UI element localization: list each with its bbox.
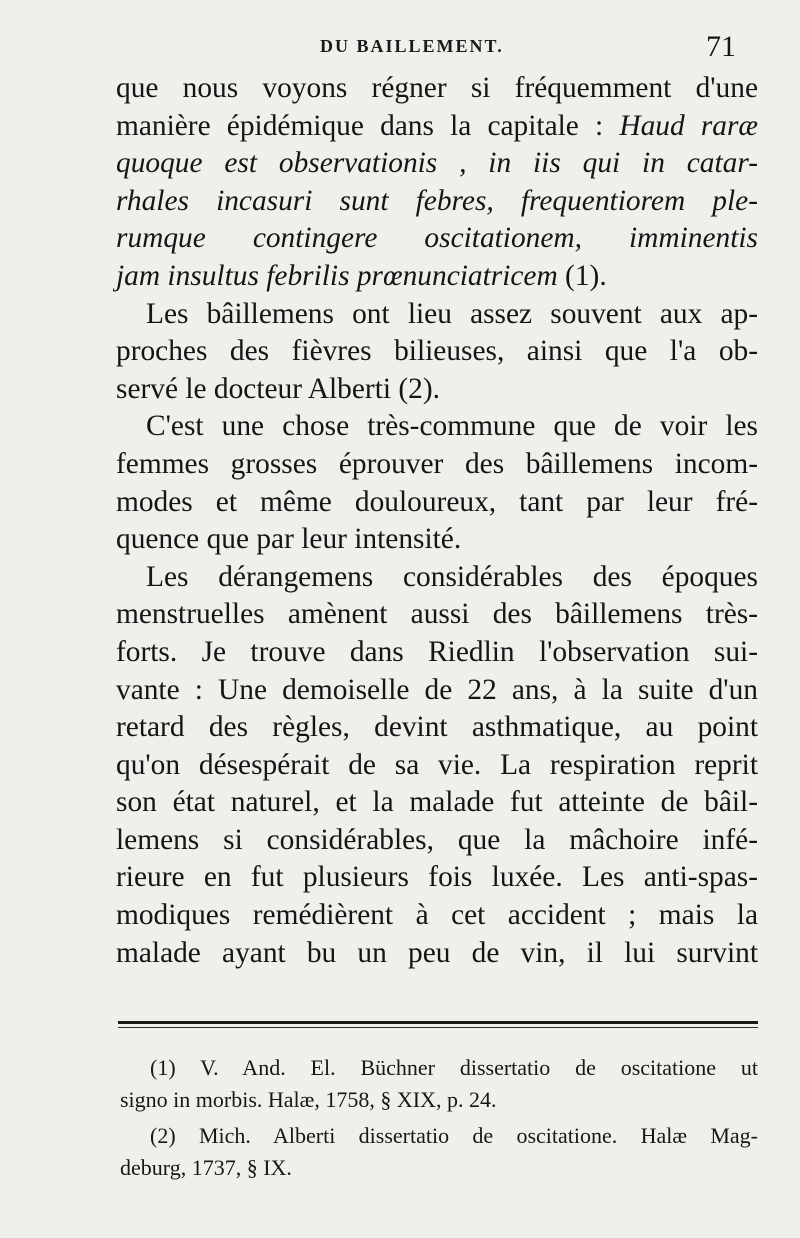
text-line — [116, 108, 758, 146]
footnote-2 — [120, 1120, 758, 1184]
running-head: DU BAILLEMENT. — [320, 36, 504, 56]
text-line: menstruelles amènent aussi des bâillemens très- — [116, 598, 758, 631]
text-line: malade ayant bu un peu de vin, il lui survint — [116, 936, 758, 969]
text-italic: Haud raræ — [619, 109, 758, 142]
text-line — [116, 258, 758, 296]
footnote-line: deburg, 1737, § IX. — [120, 1155, 292, 1180]
footnote-rule — [118, 1021, 758, 1024]
text-italic: jam insultus febrilis prœnunciatricem — [116, 259, 558, 292]
footnote-1 — [120, 1052, 758, 1116]
text-line: qu'on désespérait de sa vie. La respiration reprit — [116, 748, 758, 781]
text-line: quence que par leur intensité. — [116, 523, 462, 556]
text-line: modiques remédièrent à cet accident ; mais la — [116, 899, 758, 932]
text-line: servé le docteur Alberti (2). — [116, 372, 440, 405]
text-line: que nous voyons régner si fréquemment d'une — [116, 72, 758, 104]
text-line: vante : Une demoiselle de 22 ans, à la suite d'un — [116, 673, 758, 706]
text-line: rhales incasuri sunt febres, frequentiorem ple- — [116, 184, 758, 217]
text-line: proches des fièvres bilieuses, ainsi que l'a ob- — [116, 335, 758, 368]
page-number: 71 — [706, 30, 736, 63]
footnote-line: signo in morbis. Halæ, 1758, § XIX, p. 24. — [120, 1087, 497, 1112]
text-roman: manière épidémique dans la capitale : — [116, 109, 604, 142]
text-line: rieure en fut plusieurs fois luxée. Les anti-spas- — [116, 861, 758, 894]
text-line: lemens si considérables, que la mâchoire infé- — [116, 823, 758, 856]
text-line: C'est une chose très-commune que de voir les — [146, 410, 758, 443]
footnote-rule-thin — [118, 1027, 758, 1028]
footnotes — [120, 1052, 758, 1184]
text-line: Les bâillemens ont lieu assez souvent aux ap- — [146, 297, 758, 330]
text-line: quoque est observationis , in iis qui in catar- — [116, 147, 758, 180]
body-text — [116, 70, 758, 972]
footnote-ref: (1). — [565, 259, 607, 292]
text-line: rumque contingere oscitationem, imminentis — [116, 222, 758, 255]
text-line: Les dérangemens considérables des époques — [146, 560, 758, 593]
text-line: retard des règles, devint asthmatique, au point — [116, 711, 758, 744]
text-line: forts. Je trouve dans Riedlin l'observation sui- — [116, 635, 758, 668]
text-line: femmes grosses éprouver des bâillemens incom- — [116, 447, 758, 480]
text-line: modes et même douloureux, tant par leur fré- — [116, 485, 758, 518]
footnote-line: (2) Mich. Alberti dissertatio de oscitatione. Halæ Mag- — [150, 1123, 758, 1148]
text-line: son état naturel, et la malade fut atteinte de bâil- — [116, 786, 758, 819]
footnote-line: (1) V. And. El. Büchner dissertatio de oscitatione ut — [150, 1055, 758, 1080]
